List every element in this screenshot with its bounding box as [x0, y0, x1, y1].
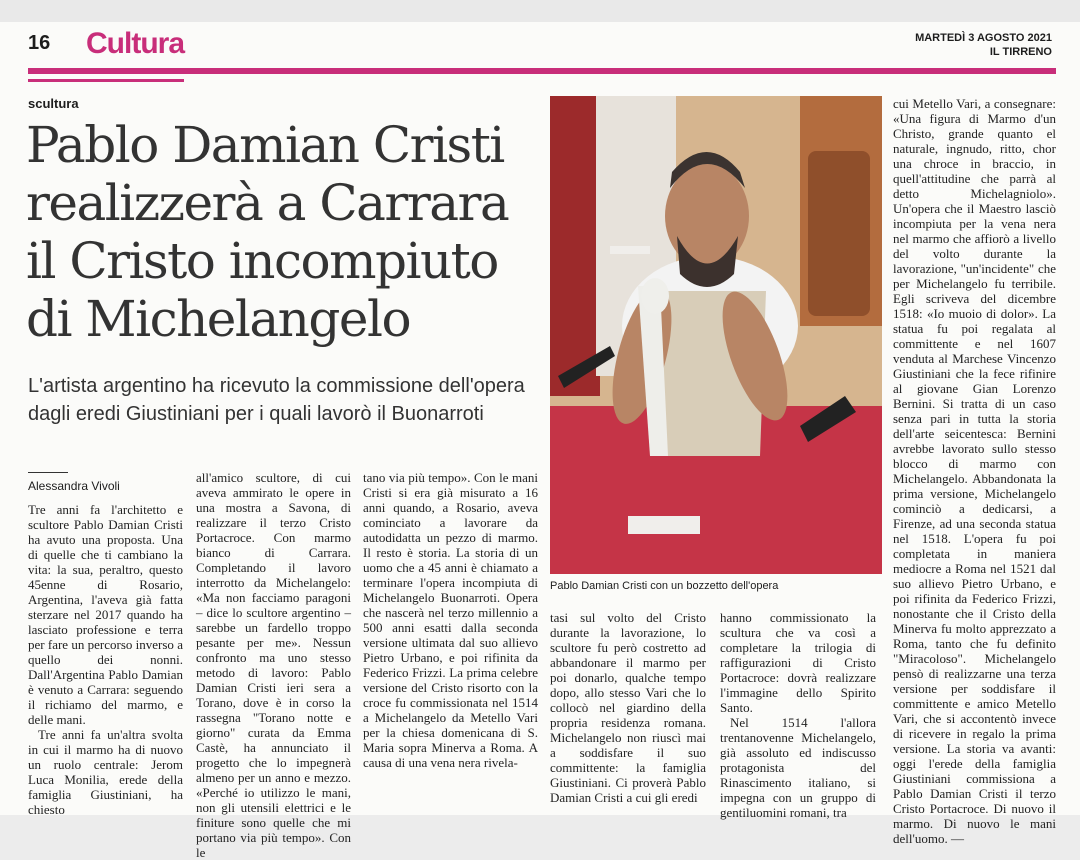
- rubric: scultura: [28, 96, 79, 111]
- rubric-rule: [28, 79, 184, 82]
- article-column-4: [550, 610, 706, 805]
- article-column-2: [196, 470, 351, 860]
- publication-date: MARTEDÌ 3 AGOSTO 2021: [915, 32, 1052, 44]
- column-1-paragraph-2: Tre anni fa un'altra svolta in cui il marmo ha di nuovo un ruolo centrale: Jerom Luca Monilia, erede della famiglia Giustiniani, ha chiesto: [28, 727, 183, 817]
- section-title: Cultura: [86, 27, 184, 60]
- column-6-paragraph-1: cui Metello Vari, a consegnare: «Una figura di Marmo d'un Christo, grande quanto el naturale, ingnudo, ritto, chor una chroce in braccio, in quell'attitudine che parrà al detto Michelagniolo». Un'opera che il Maestro lasciò incompiuta per la vena nera nel marmo che affiorò a livello del volto durante la lavorazione, "un'incidente" che per Michelangelo fu terribile. Egli scriveva del dicembre 1518: «Io muoio di dolor». La statua fu poi regalata al committente e nel 1607 venduta al Marchese Vincenzo Giustiniani che la fece rifinire al giovane Gian Lorenzo Bernini. Si tratta di un caso senza pari in tutta la storia dell'arte seicentesca: Bernini avrebbe lavorato sullo stesso blocco di marmo con Michelangelo. Abbandonata la prima versione, Michelangelo cominciò a dedicarsi, a Firenze, ad una seconda statua nel 1518. L'opera fu poi completata in maniera mediocre a Roma nel 1521 dal suo allievo Pietro Urbano, e poi rifinita da Federico Frizzi, nonostante che il Cristo della Minerva fu molto apprezzato a Roma, tanto che fu definito "Miracoloso". Michelangelo pensò di realizzarne una terza versione per soddisfare il committente e amico Metello Vari, che si accontentò invece di ricevere in regalo la prima versione. La storia va avanti: oggi l'erede della famiglia Giustiniani commissiona a Pablo Damian Cristi il terzo Cristo Portacroce. Di nuovo il marmo. Di nuovo le mani dell'uomo. —: [893, 96, 1056, 846]
- photo-caption: Pablo Damian Cristi con un bozzetto dell'opera: [550, 580, 779, 592]
- byline-rule: [28, 472, 68, 473]
- column-4-paragraph-1: tasi sul volto del Cristo durante la lavorazione, lo scultore fu però costretto ad abbandonare il marmo per poi donarlo, qualche tempo dopo, allo stesso Vari che lo collocò nel giardino della propria residenza romana. Michelangelo non riuscì mai a soddisfare il suo committente: la famiglia Giustiniani. Ci proverà Pablo Damian Cristi a cui gli eredi: [550, 610, 706, 805]
- column-5-paragraph-2: Nel 1514 l'allora trentanovenne Michelangelo, già assoluto ed indiscusso protagonista del Rinascimento italiano, si impegna con un gruppo di gentiluomini romani, tra: [720, 715, 876, 820]
- author-byline: Alessandra Vivoli: [28, 479, 120, 493]
- section-rule: [28, 68, 1056, 74]
- dateline: [915, 31, 1052, 59]
- article-photo: [550, 96, 882, 574]
- photo-sculptor-with-model: [550, 96, 882, 574]
- article-column-5: [720, 610, 876, 820]
- article-column-3: [363, 470, 538, 790]
- page-number: 16: [28, 32, 51, 54]
- column-3-paragraph-1: tano via più tempo». Con le mani Cristi si era già misurato a 16 anni quando, a Rosario, aveva cominciato a lavorare da autodidatta un pezzo di marmo. Il resto è storia. La storia di un uomo che a 45 anni è chiamato a terminare l'opera incompiuta di Michelangelo Buonarroti. Opera che nascerà nel terzo millennio a 500 anni esatti dalla seconda versione ultimata dal suo allievo Pietro Urbano, e poi rifinita da Federico Frizzi. La prima celebre versione del Cristo risorto con la croce fu commissionata nel 1514 a Michelangelo da Metello Vari per la chiesa domenicana di S. Maria sopra Minerva a Roma. A causa di una vena nera rivela-: [363, 470, 538, 770]
- article-column-6: [893, 96, 1056, 846]
- subheadline: L'artista argentino ha ricevuto la commissione dell'opera dagli eredi Giustiniani per i quali lavorò il Buonarroti: [28, 375, 525, 425]
- column-2-paragraph-1: all'amico scultore, di cui aveva ammirato le opere in una mostra a Savona, di realizzare il terzo Cristo Portacroce. Con marmo bianco di Carrara. Completando il lavoro interrotto da Michelangelo: «Ma non facciamo paragoni – dice lo scultore argentino – sarebbe un fardello troppo pesante per me». Nessun confronto ma uno stesso metodo di lavoro: Pablo Damian Cristi ieri sera a Torano, dove è in corso la rassegna "Torano notte e giorno" curata da Emma Castè, ha annunciato il progetto che lo impegnerà almeno per un anno e mezzo. «Perché io utilizzo le mani, non gli utensili elettrici e le finiture sono quelle che mi portano via più tempo». Con le: [196, 470, 351, 860]
- browser-top-strip: [0, 0, 1080, 22]
- publication-name: IL TIRRENO: [989, 46, 1052, 58]
- article-column-1: [28, 502, 183, 817]
- column-5-paragraph-1: hanno commissionato la scultura che va così a completare la trilogia di raffigurazioni di Cristo Portacroce: dovrà realizzare l'immagine dello Spirito Santo.: [720, 610, 876, 715]
- column-1-paragraph-1: Tre anni fa l'architetto e scultore Pablo Damian Cristi ha avuto una proposta. Una di quelle che ti cambiano la vita: la sua, peraltro, questo 45enne di Rosario, Argentina, l'aveva già fatta sterzare nel 2017 quando ha lasciato professione e terra per fare un percorso inverso a quello dei nonni. Dall'Argentina Pablo Damian è venuto a Carrara: seguendo il richiamo del marmo, e delle mani.: [28, 502, 183, 727]
- headline: Pablo Damian Cristi realizzerà a Carrara il Cristo incompiuto di Michelangelo: [26, 116, 509, 348]
